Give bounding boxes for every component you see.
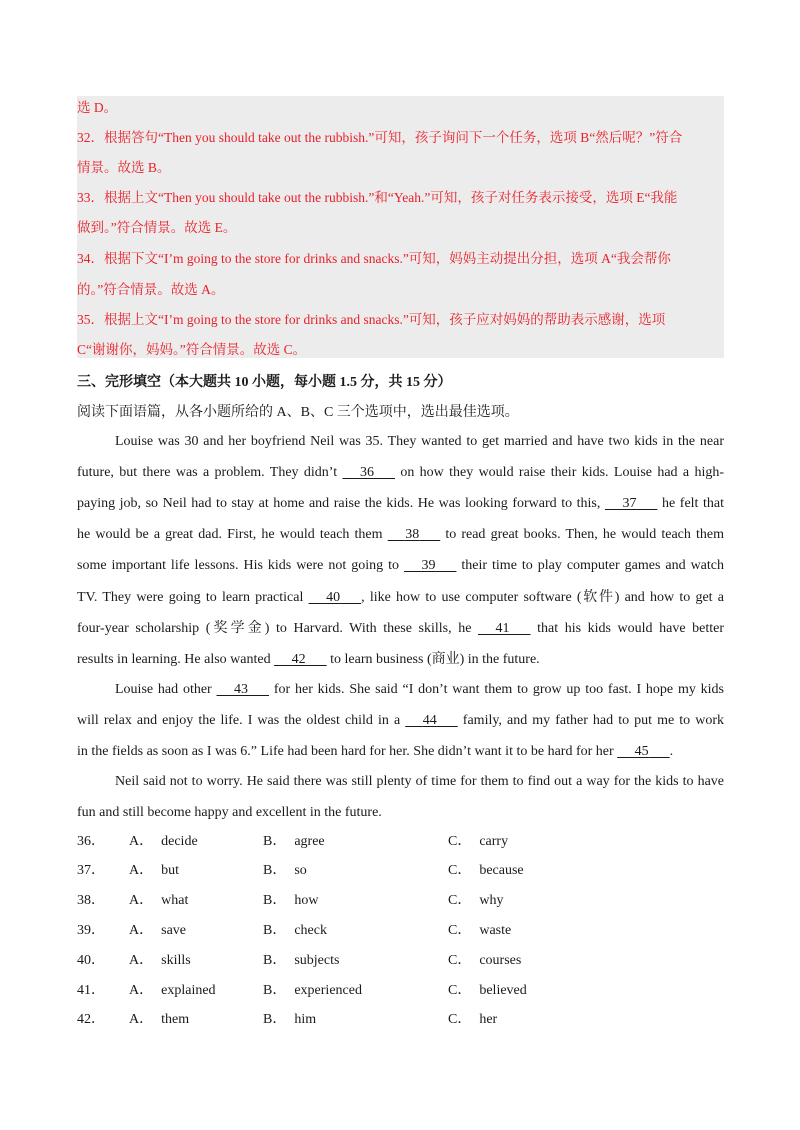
option-c[interactable] bbox=[448, 833, 508, 851]
option-text: because bbox=[479, 863, 524, 878]
option-text: skills bbox=[161, 953, 191, 968]
passage-text: will relax and enjoy the life. I was the oldest child in a bbox=[77, 713, 401, 728]
answer-explanation-line: 的。”符合情景。故选 A。 bbox=[77, 282, 225, 297]
passage-text: their time to play computer games and watch bbox=[461, 558, 724, 573]
option-letter: C． bbox=[448, 953, 472, 968]
passage-text: to read great books. Then, he would teach them bbox=[445, 527, 725, 542]
option-a[interactable] bbox=[129, 833, 198, 851]
answer-explanation-line: C“谢谢你，妈妈。”符合情景。故选 C。 bbox=[77, 342, 307, 357]
option-text: what bbox=[161, 893, 189, 908]
option-b[interactable] bbox=[263, 982, 362, 1000]
blank-number: 39 bbox=[421, 558, 436, 573]
option-letter: C． bbox=[448, 923, 472, 938]
option-c[interactable] bbox=[448, 922, 511, 940]
option-text: subjects bbox=[294, 953, 340, 968]
answer-explanation-line: 选 D。 bbox=[77, 100, 118, 115]
option-c[interactable] bbox=[448, 1011, 497, 1029]
option-row bbox=[77, 982, 724, 1002]
option-letter: A． bbox=[129, 923, 154, 938]
passage-line bbox=[115, 433, 724, 451]
option-b[interactable] bbox=[263, 922, 327, 940]
option-text: agree bbox=[294, 834, 325, 849]
blank-number: 42 bbox=[291, 652, 306, 667]
option-text: so bbox=[294, 863, 307, 878]
option-text: believed bbox=[479, 983, 527, 998]
option-text: him bbox=[294, 1012, 317, 1027]
passage-text: some important life lessons. His kids were not going to bbox=[77, 558, 399, 573]
passage-line bbox=[115, 681, 724, 699]
option-letter: A． bbox=[129, 1012, 154, 1027]
option-letter: B． bbox=[263, 953, 287, 968]
answer-explanation-line: 情景。故选 B。 bbox=[77, 160, 171, 175]
option-letter: B． bbox=[263, 923, 287, 938]
passage-line bbox=[77, 557, 724, 575]
option-text: check bbox=[294, 923, 327, 938]
blank-number: 36 bbox=[359, 465, 374, 480]
passage-text: paying job, so Neil had to stay at home and raise the kids. He was looking forward to this, bbox=[77, 496, 601, 511]
question-number: 36． bbox=[77, 834, 105, 849]
option-text: how bbox=[294, 893, 319, 908]
option-text: them bbox=[161, 1012, 190, 1027]
passage-text: family, and my father had to put me to work bbox=[462, 713, 724, 728]
blank-number: 37 bbox=[622, 496, 637, 511]
blank-44[interactable] bbox=[405, 712, 458, 730]
question-number: 39． bbox=[77, 923, 105, 938]
passage-line bbox=[77, 495, 724, 513]
question-number: 40． bbox=[77, 953, 105, 968]
passage-line bbox=[77, 712, 724, 730]
option-text: why bbox=[479, 893, 504, 908]
passage-text: future, but there was a problem. They didn’t bbox=[77, 465, 338, 480]
option-row bbox=[77, 1011, 724, 1031]
blank-number: 38 bbox=[405, 527, 420, 542]
option-c[interactable] bbox=[448, 892, 503, 910]
option-c[interactable] bbox=[448, 862, 524, 880]
section-heading: 三、完形填空（本大题共 10 小题，每小题 1.5 分，共 15 分） bbox=[77, 375, 452, 390]
option-letter: A． bbox=[129, 893, 154, 908]
option-letter: B． bbox=[263, 1012, 287, 1027]
passage-text: on how they would raise their kids. Louise had a high- bbox=[400, 465, 725, 480]
option-text: decide bbox=[161, 834, 198, 849]
option-letter: C． bbox=[448, 893, 472, 908]
passage-text: TV. They were going to learn practical bbox=[77, 590, 304, 605]
option-a[interactable] bbox=[129, 892, 188, 910]
option-letter: C． bbox=[448, 983, 472, 998]
passage-text: Neil said not to worry. He said there was still plenty of time for them to find out a way for the kids to have bbox=[115, 774, 724, 789]
option-row bbox=[77, 862, 724, 882]
option-text: carry bbox=[479, 834, 509, 849]
option-b[interactable] bbox=[263, 892, 318, 910]
option-b[interactable] bbox=[263, 952, 339, 970]
blank-45[interactable] bbox=[617, 743, 670, 761]
passage-text: four-year scholarship (奖学金) to Harvard. With these skills, he bbox=[77, 621, 472, 636]
blank-41[interactable] bbox=[478, 620, 531, 638]
answer-explanation-line: 35．根据上文“I’m going to the store for drinks and snacks.”可知，孩子应对妈妈的帮助表示感谢，选项 bbox=[77, 312, 666, 327]
passage-text: for her kids. She said “I don’t want them to grow up too fast. I hope my kids bbox=[273, 682, 724, 697]
option-a[interactable] bbox=[129, 1011, 189, 1029]
option-row bbox=[77, 833, 724, 853]
option-c[interactable] bbox=[448, 952, 521, 970]
answer-explanation-line: 32．根据答句“Then you should take out the rubbish.”可知，孩子询问下一个任务，选项 B“然后呢？”符合 bbox=[77, 130, 683, 145]
blank-43[interactable] bbox=[217, 681, 270, 699]
passage-text: fun and still become happy and excellent in the future. bbox=[77, 805, 382, 820]
option-b[interactable] bbox=[263, 1011, 316, 1029]
option-letter: C． bbox=[448, 863, 472, 878]
blank-number: 44 bbox=[422, 713, 437, 728]
option-text: her bbox=[479, 1012, 498, 1027]
passage-line bbox=[77, 743, 724, 761]
blank-number: 40 bbox=[326, 590, 341, 605]
answer-explanation-line: 34．根据下文“I’m going to the store for drinks and snacks.”可知，妈妈主动提出分担，选项 A“我会帮你 bbox=[77, 251, 671, 266]
option-row bbox=[77, 952, 724, 972]
option-text: save bbox=[161, 923, 187, 938]
option-letter: A． bbox=[129, 834, 154, 849]
passage-text: . bbox=[669, 744, 674, 759]
blank-42[interactable] bbox=[274, 651, 327, 669]
option-text: explained bbox=[161, 983, 216, 998]
option-text: waste bbox=[479, 923, 512, 938]
blank-39[interactable] bbox=[404, 557, 457, 575]
passage-line bbox=[77, 620, 724, 638]
option-letter: A． bbox=[129, 953, 154, 968]
passage-text: Louise was 30 and her boyfriend Neil was 35. They wanted to get married and have two kids in the near bbox=[115, 434, 724, 449]
option-letter: B． bbox=[263, 983, 287, 998]
option-text: courses bbox=[479, 953, 522, 968]
option-row bbox=[77, 892, 724, 912]
question-number: 42． bbox=[77, 1012, 105, 1027]
blank-40[interactable] bbox=[309, 589, 362, 607]
option-row bbox=[77, 922, 724, 942]
option-b[interactable] bbox=[263, 833, 325, 851]
blank-number: 43 bbox=[234, 682, 249, 697]
passage-line bbox=[77, 589, 724, 607]
option-a[interactable] bbox=[129, 982, 216, 1000]
answer-explanation-line: 33．根据上文“Then you should take out the rubbish.”和“Yeah.”可知，孩子对任务表示接受，选项 E“我能 bbox=[77, 190, 678, 205]
question-number: 38． bbox=[77, 893, 105, 908]
option-text: experienced bbox=[294, 983, 362, 998]
question-number: 41． bbox=[77, 983, 105, 998]
option-letter: B． bbox=[263, 893, 287, 908]
passage-text: that his kids would have better bbox=[537, 621, 725, 636]
passage-text: he would be a great dad. First, he would teach them bbox=[77, 527, 383, 542]
passage-line bbox=[77, 464, 724, 482]
option-a[interactable] bbox=[129, 952, 191, 970]
passage-line bbox=[77, 651, 724, 669]
question-number: 37． bbox=[77, 863, 105, 878]
option-c[interactable] bbox=[448, 982, 527, 1000]
answer-explanation-line: 做到。”符合情景。故选 E。 bbox=[77, 220, 237, 235]
blank-number: 41 bbox=[495, 621, 510, 636]
blank-number: 45 bbox=[634, 744, 649, 759]
passage-text: results in learning. He also wanted bbox=[77, 652, 271, 667]
blank-37[interactable] bbox=[605, 495, 658, 513]
passage-line bbox=[115, 773, 724, 791]
section-instruction: 阅读下面语篇，从各小题所给的 A、B、C 三个选项中，选出最佳选项。 bbox=[77, 405, 519, 420]
passage-text: to learn business (商业) in the future. bbox=[330, 652, 540, 667]
passage-line bbox=[77, 804, 724, 822]
passage-text: Louise had other bbox=[115, 682, 212, 697]
option-text: but bbox=[161, 863, 180, 878]
blank-38[interactable] bbox=[388, 526, 441, 544]
option-letter: A． bbox=[129, 863, 154, 878]
option-letter: B． bbox=[263, 863, 287, 878]
passage-line bbox=[77, 526, 724, 544]
option-a[interactable] bbox=[129, 922, 186, 940]
option-a[interactable] bbox=[129, 862, 179, 880]
option-letter: C． bbox=[448, 1012, 472, 1027]
option-letter: B． bbox=[263, 834, 287, 849]
option-letter: A． bbox=[129, 983, 154, 998]
passage-text: he felt that bbox=[662, 496, 724, 511]
passage-text: , like how to use computer software (软件) and how to get a bbox=[361, 590, 725, 605]
option-b[interactable] bbox=[263, 862, 307, 880]
blank-36[interactable] bbox=[342, 464, 395, 482]
passage-text: in the fields as soon as I was 6.” Life had been hard for her. She didn’t want it to be hard for her bbox=[77, 744, 614, 759]
option-letter: C． bbox=[448, 834, 472, 849]
